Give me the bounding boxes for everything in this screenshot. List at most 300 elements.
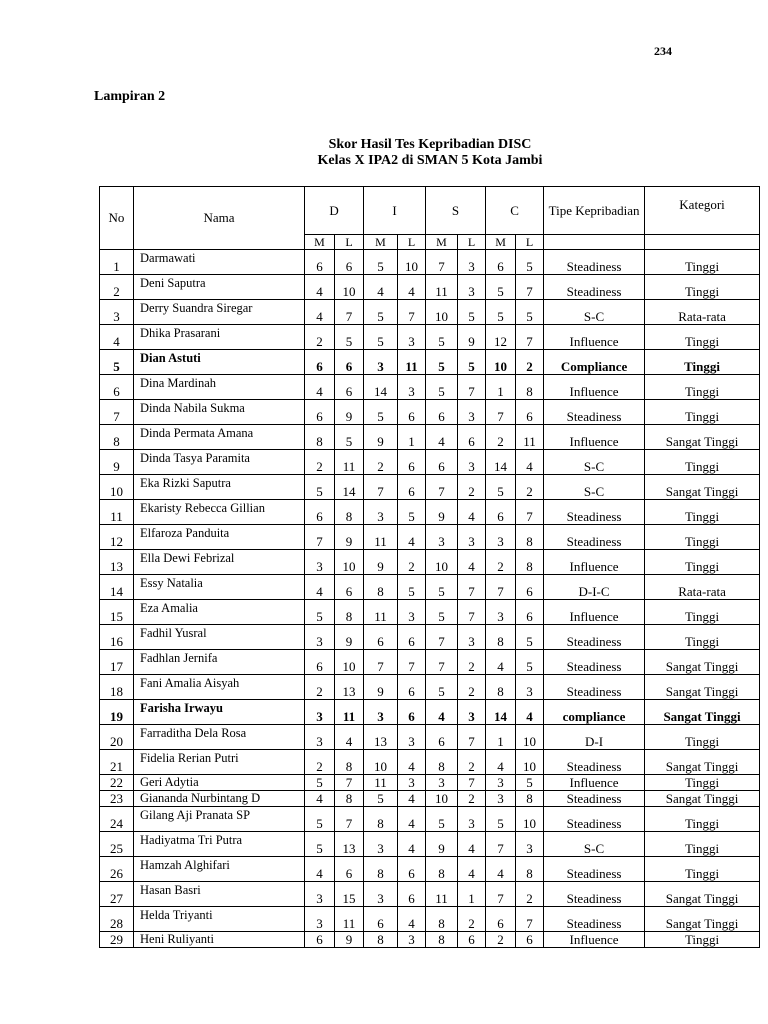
cell-nama: Hamzah Alghifari: [134, 857, 305, 882]
cell-no: 19: [100, 700, 134, 725]
cell-score-c-m: 5: [486, 300, 516, 325]
cell-no: 13: [100, 550, 134, 575]
cell-score-d-l: 14: [335, 475, 364, 500]
table-row: [100, 675, 760, 700]
cell-score-s-l: 3: [458, 250, 486, 275]
table-row: [100, 625, 760, 650]
cell-score-c-m: 14: [486, 700, 516, 725]
cell-score-d-l: 9: [335, 625, 364, 650]
cell-score-d-l: 7: [335, 775, 364, 791]
cell-tipe: Steadiness: [544, 857, 645, 882]
header-i: I: [364, 187, 426, 235]
cell-tipe: Steadiness: [544, 525, 645, 550]
cell-nama: Dhika Prasarani: [134, 325, 305, 350]
cell-no: 23: [100, 791, 134, 807]
cell-nama: Deni Saputra: [134, 275, 305, 300]
title-line-2: Kelas X IPA2 di SMAN 5 Kota Jambi: [317, 153, 543, 168]
cell-no: 11: [100, 500, 134, 525]
cell-score-c-m: 4: [486, 750, 516, 775]
cell-score-i-m: 11: [364, 775, 398, 791]
cell-score-s-m: 5: [426, 675, 458, 700]
cell-score-d-m: 8: [305, 425, 335, 450]
cell-score-i-l: 4: [398, 832, 426, 857]
cell-score-c-l: 5: [516, 625, 544, 650]
cell-tipe: Steadiness: [544, 807, 645, 832]
cell-score-c-m: 7: [486, 882, 516, 907]
title-line-1: Skor Hasil Tes Kepribadian DISC: [328, 137, 532, 152]
cell-score-d-l: 11: [335, 907, 364, 932]
cell-no: 6: [100, 375, 134, 400]
cell-score-d-m: 3: [305, 725, 335, 750]
cell-score-c-m: 1: [486, 725, 516, 750]
cell-score-s-m: 10: [426, 300, 458, 325]
cell-score-s-l: 3: [458, 700, 486, 725]
cell-tipe: Steadiness: [544, 750, 645, 775]
cell-score-d-m: 6: [305, 650, 335, 675]
cell-score-c-m: 3: [486, 775, 516, 791]
cell-score-c-m: 8: [486, 625, 516, 650]
cell-score-s-l: 4: [458, 857, 486, 882]
table-row: [100, 907, 760, 932]
cell-score-d-m: 6: [305, 350, 335, 375]
cell-score-d-m: 2: [305, 750, 335, 775]
cell-score-s-m: 11: [426, 275, 458, 300]
cell-nama: Gilang Aji Pranata SP: [134, 807, 305, 832]
cell-nama: Dian Astuti: [134, 350, 305, 375]
cell-nama: Essy Natalia: [134, 575, 305, 600]
table-row: [100, 750, 760, 775]
cell-score-d-m: 5: [305, 832, 335, 857]
cell-score-s-l: 3: [458, 625, 486, 650]
cell-score-c-m: 4: [486, 857, 516, 882]
cell-score-c-l: 6: [516, 600, 544, 625]
disc-score-table: [99, 186, 760, 948]
cell-kategori: Tinggi: [645, 832, 760, 857]
table-row: [100, 500, 760, 525]
cell-no: 21: [100, 750, 134, 775]
cell-score-i-m: 5: [364, 400, 398, 425]
cell-score-c-l: 6: [516, 575, 544, 600]
cell-score-i-m: 11: [364, 600, 398, 625]
cell-score-s-l: 3: [458, 450, 486, 475]
cell-kategori: Tinggi: [645, 250, 760, 275]
cell-kategori: Tinggi: [645, 325, 760, 350]
cell-score-i-m: 5: [364, 791, 398, 807]
cell-score-i-m: 8: [364, 807, 398, 832]
cell-score-s-l: 4: [458, 500, 486, 525]
cell-score-s-m: 9: [426, 500, 458, 525]
cell-score-i-m: 3: [364, 350, 398, 375]
cell-score-d-l: 6: [335, 375, 364, 400]
cell-score-i-m: 9: [364, 675, 398, 700]
cell-score-d-m: 4: [305, 575, 335, 600]
cell-nama: Farisha Irwayu: [134, 700, 305, 725]
cell-score-c-l: 8: [516, 857, 544, 882]
cell-tipe: compliance: [544, 700, 645, 725]
cell-no: 2: [100, 275, 134, 300]
cell-score-i-m: 9: [364, 425, 398, 450]
cell-score-d-l: 9: [335, 400, 364, 425]
cell-score-i-l: 7: [398, 300, 426, 325]
cell-score-i-l: 1: [398, 425, 426, 450]
cell-score-s-l: 7: [458, 600, 486, 625]
cell-kategori: Sangat Tinggi: [645, 750, 760, 775]
cell-score-i-l: 3: [398, 932, 426, 948]
cell-tipe: Steadiness: [544, 275, 645, 300]
cell-score-s-m: 3: [426, 775, 458, 791]
cell-score-s-m: 8: [426, 907, 458, 932]
cell-kategori: Tinggi: [645, 807, 760, 832]
cell-score-i-l: 4: [398, 807, 426, 832]
cell-score-i-l: 4: [398, 525, 426, 550]
cell-score-d-l: 8: [335, 750, 364, 775]
cell-score-i-m: 6: [364, 907, 398, 932]
cell-score-c-m: 2: [486, 932, 516, 948]
cell-tipe: Steadiness: [544, 650, 645, 675]
cell-score-s-m: 9: [426, 832, 458, 857]
cell-nama: Geri Adytia: [134, 775, 305, 791]
cell-score-s-l: 3: [458, 807, 486, 832]
cell-score-s-m: 5: [426, 375, 458, 400]
cell-score-c-l: 5: [516, 775, 544, 791]
cell-score-s-m: 10: [426, 550, 458, 575]
cell-kategori: Tinggi: [645, 450, 760, 475]
table-row: [100, 650, 760, 675]
cell-score-c-m: 7: [486, 832, 516, 857]
cell-score-c-m: 2: [486, 425, 516, 450]
cell-tipe: Influence: [544, 550, 645, 575]
table-row: [100, 575, 760, 600]
cell-score-c-m: 12: [486, 325, 516, 350]
header-d-l: L: [335, 235, 364, 250]
cell-no: 7: [100, 400, 134, 425]
cell-score-s-l: 6: [458, 932, 486, 948]
cell-kategori: Tinggi: [645, 500, 760, 525]
cell-score-c-l: 2: [516, 350, 544, 375]
cell-score-s-l: 5: [458, 350, 486, 375]
cell-score-s-m: 5: [426, 325, 458, 350]
cell-nama: Ekaristy Rebecca Gillian: [134, 500, 305, 525]
cell-score-d-l: 10: [335, 550, 364, 575]
cell-score-s-m: 10: [426, 791, 458, 807]
cell-nama: Dina Mardinah: [134, 375, 305, 400]
cell-tipe: S-C: [544, 832, 645, 857]
table-row: [100, 807, 760, 832]
cell-score-i-m: 4: [364, 275, 398, 300]
cell-score-i-m: 5: [364, 250, 398, 275]
cell-score-d-m: 4: [305, 300, 335, 325]
cell-no: 8: [100, 425, 134, 450]
cell-score-c-l: 8: [516, 791, 544, 807]
cell-score-s-l: 2: [458, 750, 486, 775]
cell-score-c-l: 6: [516, 932, 544, 948]
cell-score-d-m: 4: [305, 275, 335, 300]
cell-score-i-l: 4: [398, 907, 426, 932]
cell-score-i-l: 6: [398, 475, 426, 500]
cell-score-c-m: 3: [486, 600, 516, 625]
cell-score-c-l: 5: [516, 250, 544, 275]
cell-score-c-m: 2: [486, 550, 516, 575]
cell-score-c-l: 10: [516, 750, 544, 775]
cell-score-d-l: 15: [335, 882, 364, 907]
cell-tipe: Influence: [544, 375, 645, 400]
cell-score-c-l: 7: [516, 500, 544, 525]
cell-tipe: Influence: [544, 425, 645, 450]
cell-no: 18: [100, 675, 134, 700]
cell-score-d-l: 4: [335, 725, 364, 750]
table-row: [100, 300, 760, 325]
cell-score-i-m: 11: [364, 525, 398, 550]
cell-tipe: Influence: [544, 600, 645, 625]
cell-kategori: Tinggi: [645, 725, 760, 750]
header-c-l: L: [516, 235, 544, 250]
cell-score-i-l: 5: [398, 575, 426, 600]
cell-tipe: D-I: [544, 725, 645, 750]
cell-score-c-m: 14: [486, 450, 516, 475]
cell-score-d-l: 10: [335, 650, 364, 675]
cell-score-d-m: 2: [305, 675, 335, 700]
cell-score-c-l: 6: [516, 400, 544, 425]
cell-score-s-m: 4: [426, 700, 458, 725]
cell-nama: Derry Suandra Siregar: [134, 300, 305, 325]
cell-kategori: Tinggi: [645, 625, 760, 650]
cell-score-d-m: 6: [305, 400, 335, 425]
cell-score-i-l: 4: [398, 791, 426, 807]
cell-score-s-l: 2: [458, 475, 486, 500]
cell-tipe: Steadiness: [544, 882, 645, 907]
cell-nama: Hasan Basri: [134, 882, 305, 907]
cell-score-d-m: 3: [305, 700, 335, 725]
cell-score-c-l: 2: [516, 882, 544, 907]
cell-score-c-l: 7: [516, 275, 544, 300]
header-kategori-blank: [645, 235, 760, 250]
cell-score-i-m: 3: [364, 500, 398, 525]
cell-score-d-l: 11: [335, 700, 364, 725]
cell-score-i-l: 6: [398, 625, 426, 650]
cell-score-i-l: 3: [398, 600, 426, 625]
cell-score-s-l: 2: [458, 650, 486, 675]
cell-score-d-l: 5: [335, 325, 364, 350]
cell-score-i-m: 7: [364, 475, 398, 500]
cell-nama: Fadhil Yusral: [134, 625, 305, 650]
cell-tipe: Steadiness: [544, 400, 645, 425]
cell-score-i-m: 7: [364, 650, 398, 675]
cell-score-d-l: 9: [335, 525, 364, 550]
cell-kategori: Rata-rata: [645, 300, 760, 325]
cell-kategori: Tinggi: [645, 375, 760, 400]
cell-kategori: Rata-rata: [645, 575, 760, 600]
cell-kategori: Sangat Tinggi: [645, 882, 760, 907]
cell-score-d-m: 5: [305, 807, 335, 832]
cell-tipe: Influence: [544, 775, 645, 791]
cell-score-s-l: 3: [458, 275, 486, 300]
cell-kategori: Tinggi: [645, 350, 760, 375]
cell-score-i-m: 3: [364, 700, 398, 725]
page-number: 234: [654, 44, 672, 58]
cell-score-d-m: 3: [305, 907, 335, 932]
cell-score-s-m: 5: [426, 350, 458, 375]
cell-score-s-l: 2: [458, 675, 486, 700]
cell-score-s-l: 7: [458, 725, 486, 750]
table-row: [100, 882, 760, 907]
table-row: [100, 350, 760, 375]
cell-score-d-l: 7: [335, 807, 364, 832]
cell-score-s-m: 11: [426, 882, 458, 907]
cell-score-s-m: 6: [426, 725, 458, 750]
cell-tipe: S-C: [544, 300, 645, 325]
cell-score-i-l: 6: [398, 700, 426, 725]
cell-score-i-m: 8: [364, 857, 398, 882]
cell-score-d-l: 10: [335, 275, 364, 300]
cell-score-d-l: 8: [335, 791, 364, 807]
cell-score-i-l: 10: [398, 250, 426, 275]
header-d: D: [305, 187, 364, 235]
cell-score-c-m: 3: [486, 791, 516, 807]
table-row: [100, 725, 760, 750]
header-tipe-blank: [544, 235, 645, 250]
table-row: [100, 550, 760, 575]
table-row: [100, 775, 760, 791]
cell-score-s-m: 5: [426, 807, 458, 832]
table-row: [100, 475, 760, 500]
cell-score-d-l: 13: [335, 675, 364, 700]
cell-kategori: Sangat Tinggi: [645, 791, 760, 807]
cell-nama: Dinda Tasya Paramita: [134, 450, 305, 475]
cell-score-i-m: 5: [364, 300, 398, 325]
cell-score-s-l: 6: [458, 425, 486, 450]
cell-score-i-m: 10: [364, 750, 398, 775]
cell-score-i-m: 13: [364, 725, 398, 750]
cell-score-s-m: 8: [426, 932, 458, 948]
header-no: No: [100, 187, 134, 250]
cell-score-d-l: 6: [335, 857, 364, 882]
cell-tipe: Steadiness: [544, 675, 645, 700]
header-d-m: M: [305, 235, 335, 250]
cell-score-c-l: 8: [516, 375, 544, 400]
cell-kategori: Tinggi: [645, 550, 760, 575]
cell-no: 16: [100, 625, 134, 650]
cell-nama: Ella Dewi Febrizal: [134, 550, 305, 575]
cell-score-s-l: 7: [458, 575, 486, 600]
cell-score-d-l: 9: [335, 932, 364, 948]
cell-nama: Farraditha Dela Rosa: [134, 725, 305, 750]
cell-score-c-l: 5: [516, 650, 544, 675]
table-row: [100, 700, 760, 725]
cell-score-c-l: 8: [516, 525, 544, 550]
cell-score-i-l: 3: [398, 325, 426, 350]
cell-score-d-m: 3: [305, 882, 335, 907]
cell-score-c-l: 5: [516, 300, 544, 325]
cell-kategori: Sangat Tinggi: [645, 425, 760, 450]
cell-score-d-m: 4: [305, 857, 335, 882]
document-title: [100, 137, 760, 169]
cell-tipe: Influence: [544, 932, 645, 948]
cell-score-i-m: 14: [364, 375, 398, 400]
cell-score-s-m: 7: [426, 250, 458, 275]
cell-score-c-m: 5: [486, 807, 516, 832]
cell-no: 26: [100, 857, 134, 882]
header-s-l: L: [458, 235, 486, 250]
cell-nama: Fidelia Rerian Putri: [134, 750, 305, 775]
table-row: [100, 600, 760, 625]
cell-score-i-l: 3: [398, 725, 426, 750]
cell-kategori: Sangat Tinggi: [645, 700, 760, 725]
cell-nama: Fani Amalia Aisyah: [134, 675, 305, 700]
cell-score-d-m: 3: [305, 625, 335, 650]
cell-score-s-l: 4: [458, 550, 486, 575]
cell-nama: Heni Ruliyanti: [134, 932, 305, 948]
cell-score-i-m: 8: [364, 932, 398, 948]
cell-no: 22: [100, 775, 134, 791]
header-kategori: Kategori: [645, 187, 760, 235]
cell-score-d-m: 6: [305, 250, 335, 275]
cell-score-d-l: 6: [335, 575, 364, 600]
cell-score-i-m: 8: [364, 575, 398, 600]
table-row: [100, 375, 760, 400]
cell-score-s-m: 7: [426, 650, 458, 675]
cell-score-s-l: 3: [458, 400, 486, 425]
cell-kategori: Tinggi: [645, 525, 760, 550]
cell-no: 1: [100, 250, 134, 275]
cell-kategori: Sangat Tinggi: [645, 475, 760, 500]
cell-score-d-m: 7: [305, 525, 335, 550]
cell-no: 27: [100, 882, 134, 907]
header-tipe-kepribadian: Tipe Kepribadian: [544, 187, 645, 235]
cell-no: 14: [100, 575, 134, 600]
table-row: [100, 425, 760, 450]
cell-no: 4: [100, 325, 134, 350]
table-row: [100, 325, 760, 350]
table-row: [100, 525, 760, 550]
cell-score-s-l: 9: [458, 325, 486, 350]
cell-score-s-m: 7: [426, 625, 458, 650]
cell-no: 28: [100, 907, 134, 932]
cell-score-d-m: 4: [305, 791, 335, 807]
cell-no: 12: [100, 525, 134, 550]
table-body: [100, 250, 760, 948]
cell-nama: Eka Rizki Saputra: [134, 475, 305, 500]
cell-tipe: S-C: [544, 475, 645, 500]
cell-score-c-l: 11: [516, 425, 544, 450]
cell-score-s-l: 5: [458, 300, 486, 325]
header-nama: Nama: [134, 187, 305, 250]
cell-score-d-l: 6: [335, 350, 364, 375]
cell-score-i-l: 6: [398, 400, 426, 425]
cell-score-d-l: 8: [335, 600, 364, 625]
cell-score-d-m: 4: [305, 375, 335, 400]
cell-score-i-l: 6: [398, 882, 426, 907]
cell-kategori: Tinggi: [645, 932, 760, 948]
cell-score-d-l: 11: [335, 450, 364, 475]
cell-nama: Hadiyatma Tri Putra: [134, 832, 305, 857]
cell-tipe: S-C: [544, 450, 645, 475]
cell-no: 20: [100, 725, 134, 750]
cell-score-i-m: 3: [364, 832, 398, 857]
cell-nama: Eza Amalia: [134, 600, 305, 625]
header-row-main: [100, 187, 760, 235]
cell-score-d-m: 5: [305, 475, 335, 500]
cell-score-i-l: 4: [398, 275, 426, 300]
header-i-l: L: [398, 235, 426, 250]
cell-kategori: Sangat Tinggi: [645, 675, 760, 700]
cell-no: 24: [100, 807, 134, 832]
cell-score-i-l: 6: [398, 450, 426, 475]
header-c: C: [486, 187, 544, 235]
table-row: [100, 932, 760, 948]
cell-score-c-l: 7: [516, 325, 544, 350]
cell-score-c-m: 6: [486, 907, 516, 932]
cell-score-c-m: 6: [486, 250, 516, 275]
